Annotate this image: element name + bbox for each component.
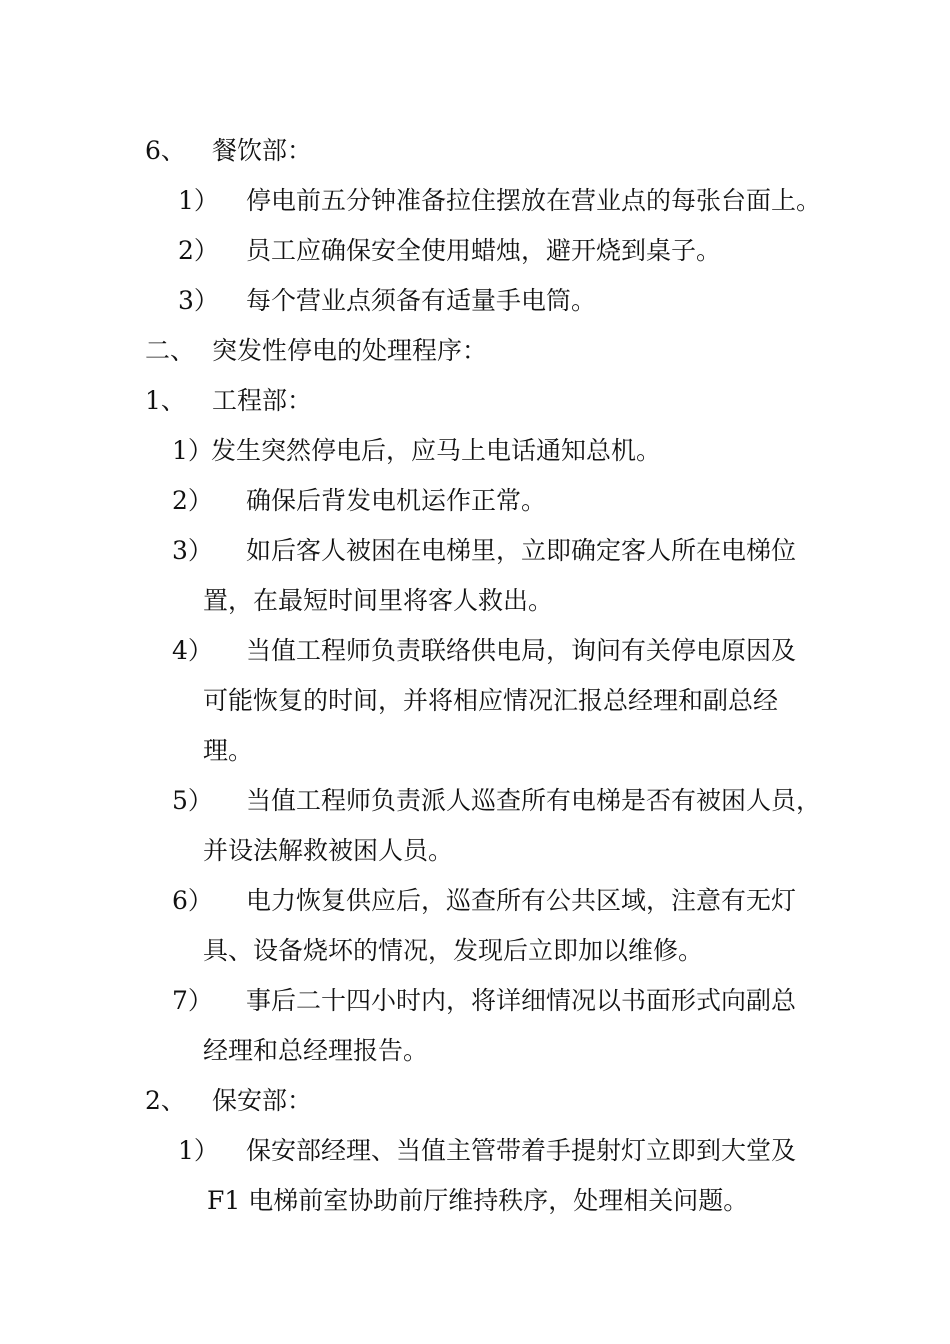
item-number: 3）	[172, 536, 213, 565]
item-text: 具、设备烧坏的情况，发现后立即加以维修。	[203, 936, 704, 965]
item-text: 置，在最短时间里将客人救出。	[203, 586, 554, 615]
section-number: 6、	[145, 136, 186, 165]
item-text: 确保后背发电机运作正常。	[246, 486, 547, 515]
item-number: 2）	[172, 486, 213, 515]
chapter-title: 突发性停电的处理程序：	[212, 336, 488, 365]
item-text: 并设法解救被困人员。	[203, 836, 454, 865]
item-number: 5）	[172, 786, 213, 815]
item-text: 电力恢复供应后，巡查所有公共区域，注意有无灯	[246, 886, 797, 915]
item-text: 事后二十四小时内，将详细情况以书面形式向副总	[246, 986, 797, 1015]
item-text: 当值工程师负责派人巡查所有电梯是否有被困人员，	[246, 786, 822, 815]
item-number: 1）	[178, 186, 219, 215]
item-text: 可能恢复的时间，并将相应情况汇报总经理和副总经	[203, 686, 779, 715]
section-title: 餐饮部：	[212, 136, 313, 165]
item-text: 保安部经理、当值主管带着手提射灯立即到大堂及	[246, 1136, 797, 1165]
item-number: 1）	[172, 436, 213, 465]
item-number: 4）	[172, 636, 213, 665]
item-text: 经理和总经理报告。	[203, 1036, 429, 1065]
section-title: 保安部：	[212, 1086, 313, 1115]
item-text: 员工应确保安全使用蜡烛，避开烧到桌子。	[246, 236, 722, 265]
item-number: 1）	[178, 1136, 219, 1165]
section-title: 工程部：	[212, 386, 313, 415]
item-number: 2）	[178, 236, 219, 265]
item-text: 停电前五分钟准备拉住摆放在营业点的每张台面上。	[246, 186, 822, 215]
item-number: 6）	[172, 886, 213, 915]
item-text: 理。	[203, 736, 254, 765]
item-text: F1 电梯前室协助前厅维持秩序，处理相关问题。	[207, 1186, 749, 1215]
item-text: 发生突然停电后，应马上电话通知总机。	[211, 436, 662, 465]
item-text: 每个营业点须备有适量手电筒。	[246, 286, 597, 315]
section-number: 1、	[145, 386, 186, 415]
item-text: 当值工程师负责联络供电局，询问有关停电原因及	[246, 636, 797, 665]
item-number: 3）	[178, 286, 219, 315]
item-number: 7）	[172, 986, 213, 1015]
chapter-number: 二、	[145, 336, 196, 365]
item-text: 如后客人被困在电梯里，立即确定客人所在电梯位	[246, 536, 797, 565]
section-number: 2、	[145, 1086, 186, 1115]
